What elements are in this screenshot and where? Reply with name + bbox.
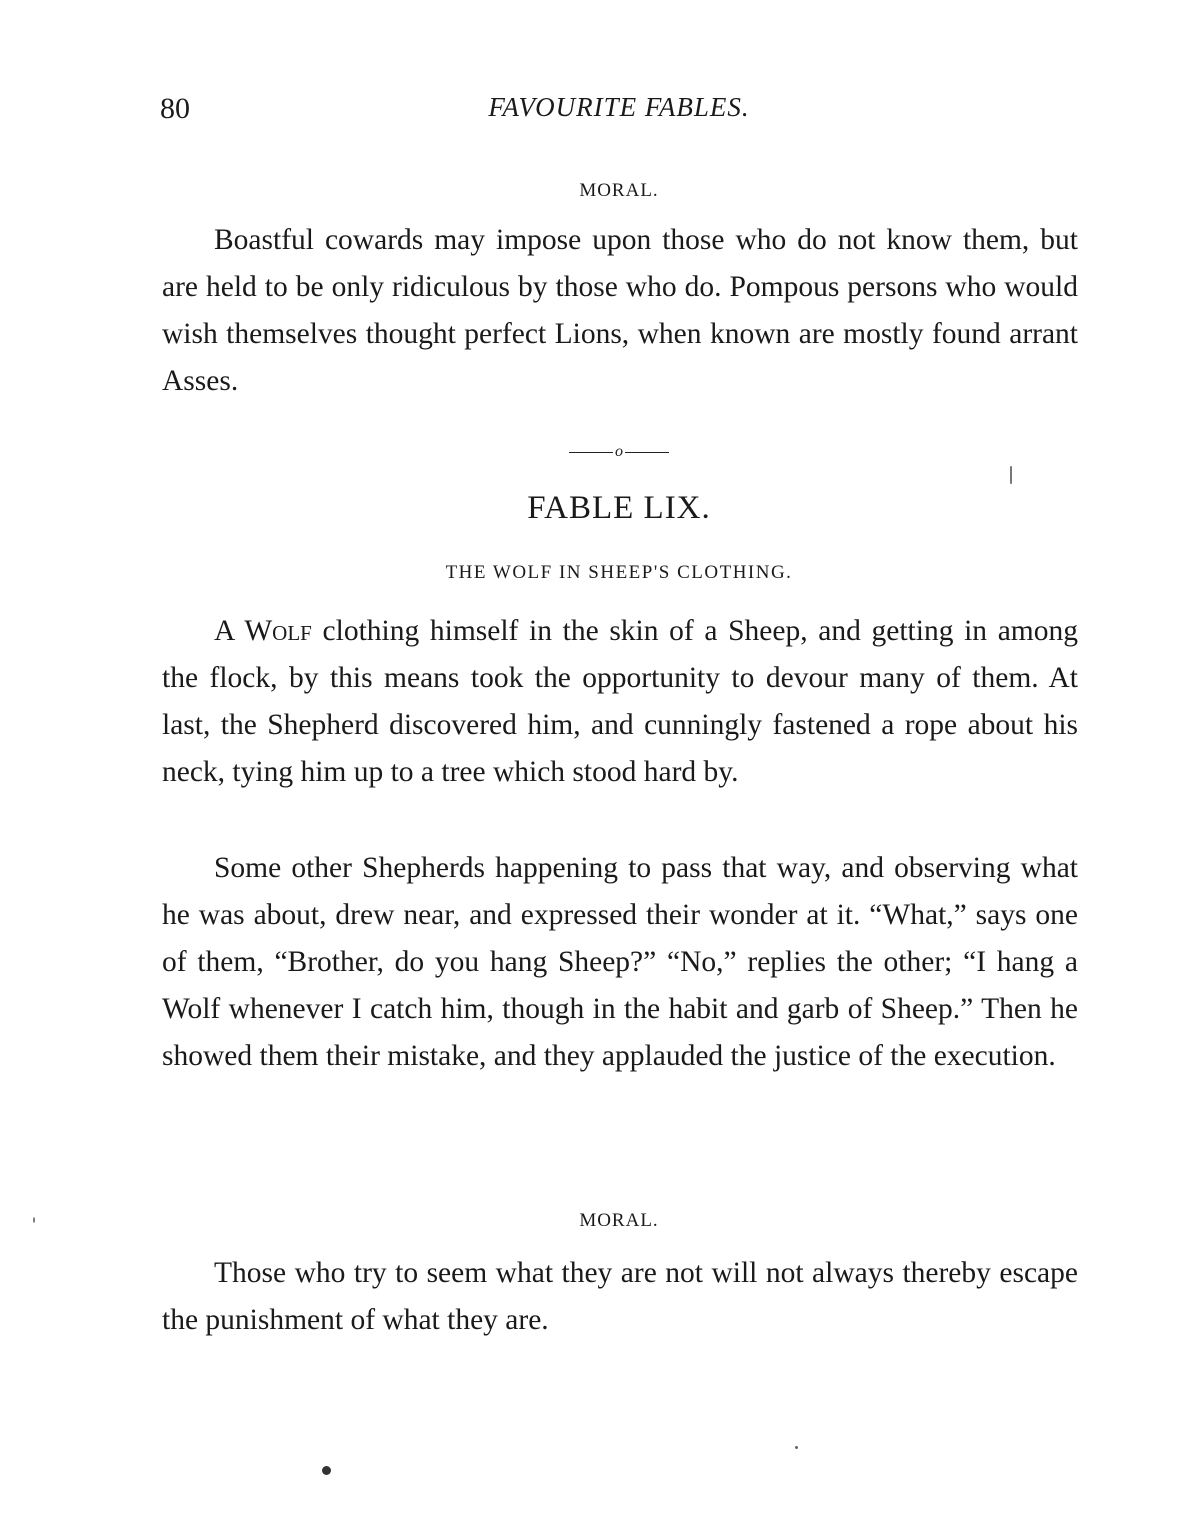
wolf-small-caps: Wolf (244, 615, 312, 647)
fable-paragraph-two: Some other Shepherds happening to pass that way, and observing what he was about, drew near, and expressed their wonder at it. “What,” says one of them, “Brother, do you hang Sheep?” “No,” replies the other; “I hang a Wolf whenever I catch him, though in the habit and garb of Sheep.” Then he showed them their mistake, and they applauded the justice of the execution. (162, 852, 1078, 1072)
running-title: FAVOURITE FABLES. (488, 92, 750, 122)
divider-line-right (625, 452, 669, 453)
fable-paragraph-one (162, 608, 1078, 796)
page-number: 80 (160, 92, 190, 125)
paragraph-one-body: clothing himself in the skin of a Sheep, and getting in among the flock, by this means took the opportunity to devour many of them. At last, the Shepherd discovered him, and cunningly fastened a rope about his neck, tying him up to a tree which stood hard by. (162, 615, 1078, 788)
fable-subtitle: THE WOLF IN SHEEP'S CLOTHING. (445, 562, 793, 583)
moral-text-second: Those who try to seem what they are not will not always thereby escape the punishment of what they are. (162, 1257, 1078, 1336)
scan-dust-edge (33, 1217, 35, 1223)
ink-blot (322, 1466, 331, 1475)
fable-title: FABLE LIX. (527, 490, 711, 526)
moral-heading-second: MORAL. (579, 1210, 659, 1231)
paragraph-lead: A (214, 615, 245, 647)
running-head (160, 92, 1078, 132)
section-divider (160, 443, 1078, 463)
moral-text-first: Boastful cowards may impose upon those who do not know them, but are held to be only ridiculous by those who do. Pompous persons who would wish themselves thought perfect Lions, when known are mostly found arrant Asses. (162, 224, 1078, 397)
divider-ornament: o (615, 443, 623, 461)
moral-heading-first: MORAL. (579, 180, 659, 201)
scan-dust (795, 1446, 798, 1449)
divider-line-left (569, 452, 613, 453)
scan-mark (1010, 466, 1012, 484)
